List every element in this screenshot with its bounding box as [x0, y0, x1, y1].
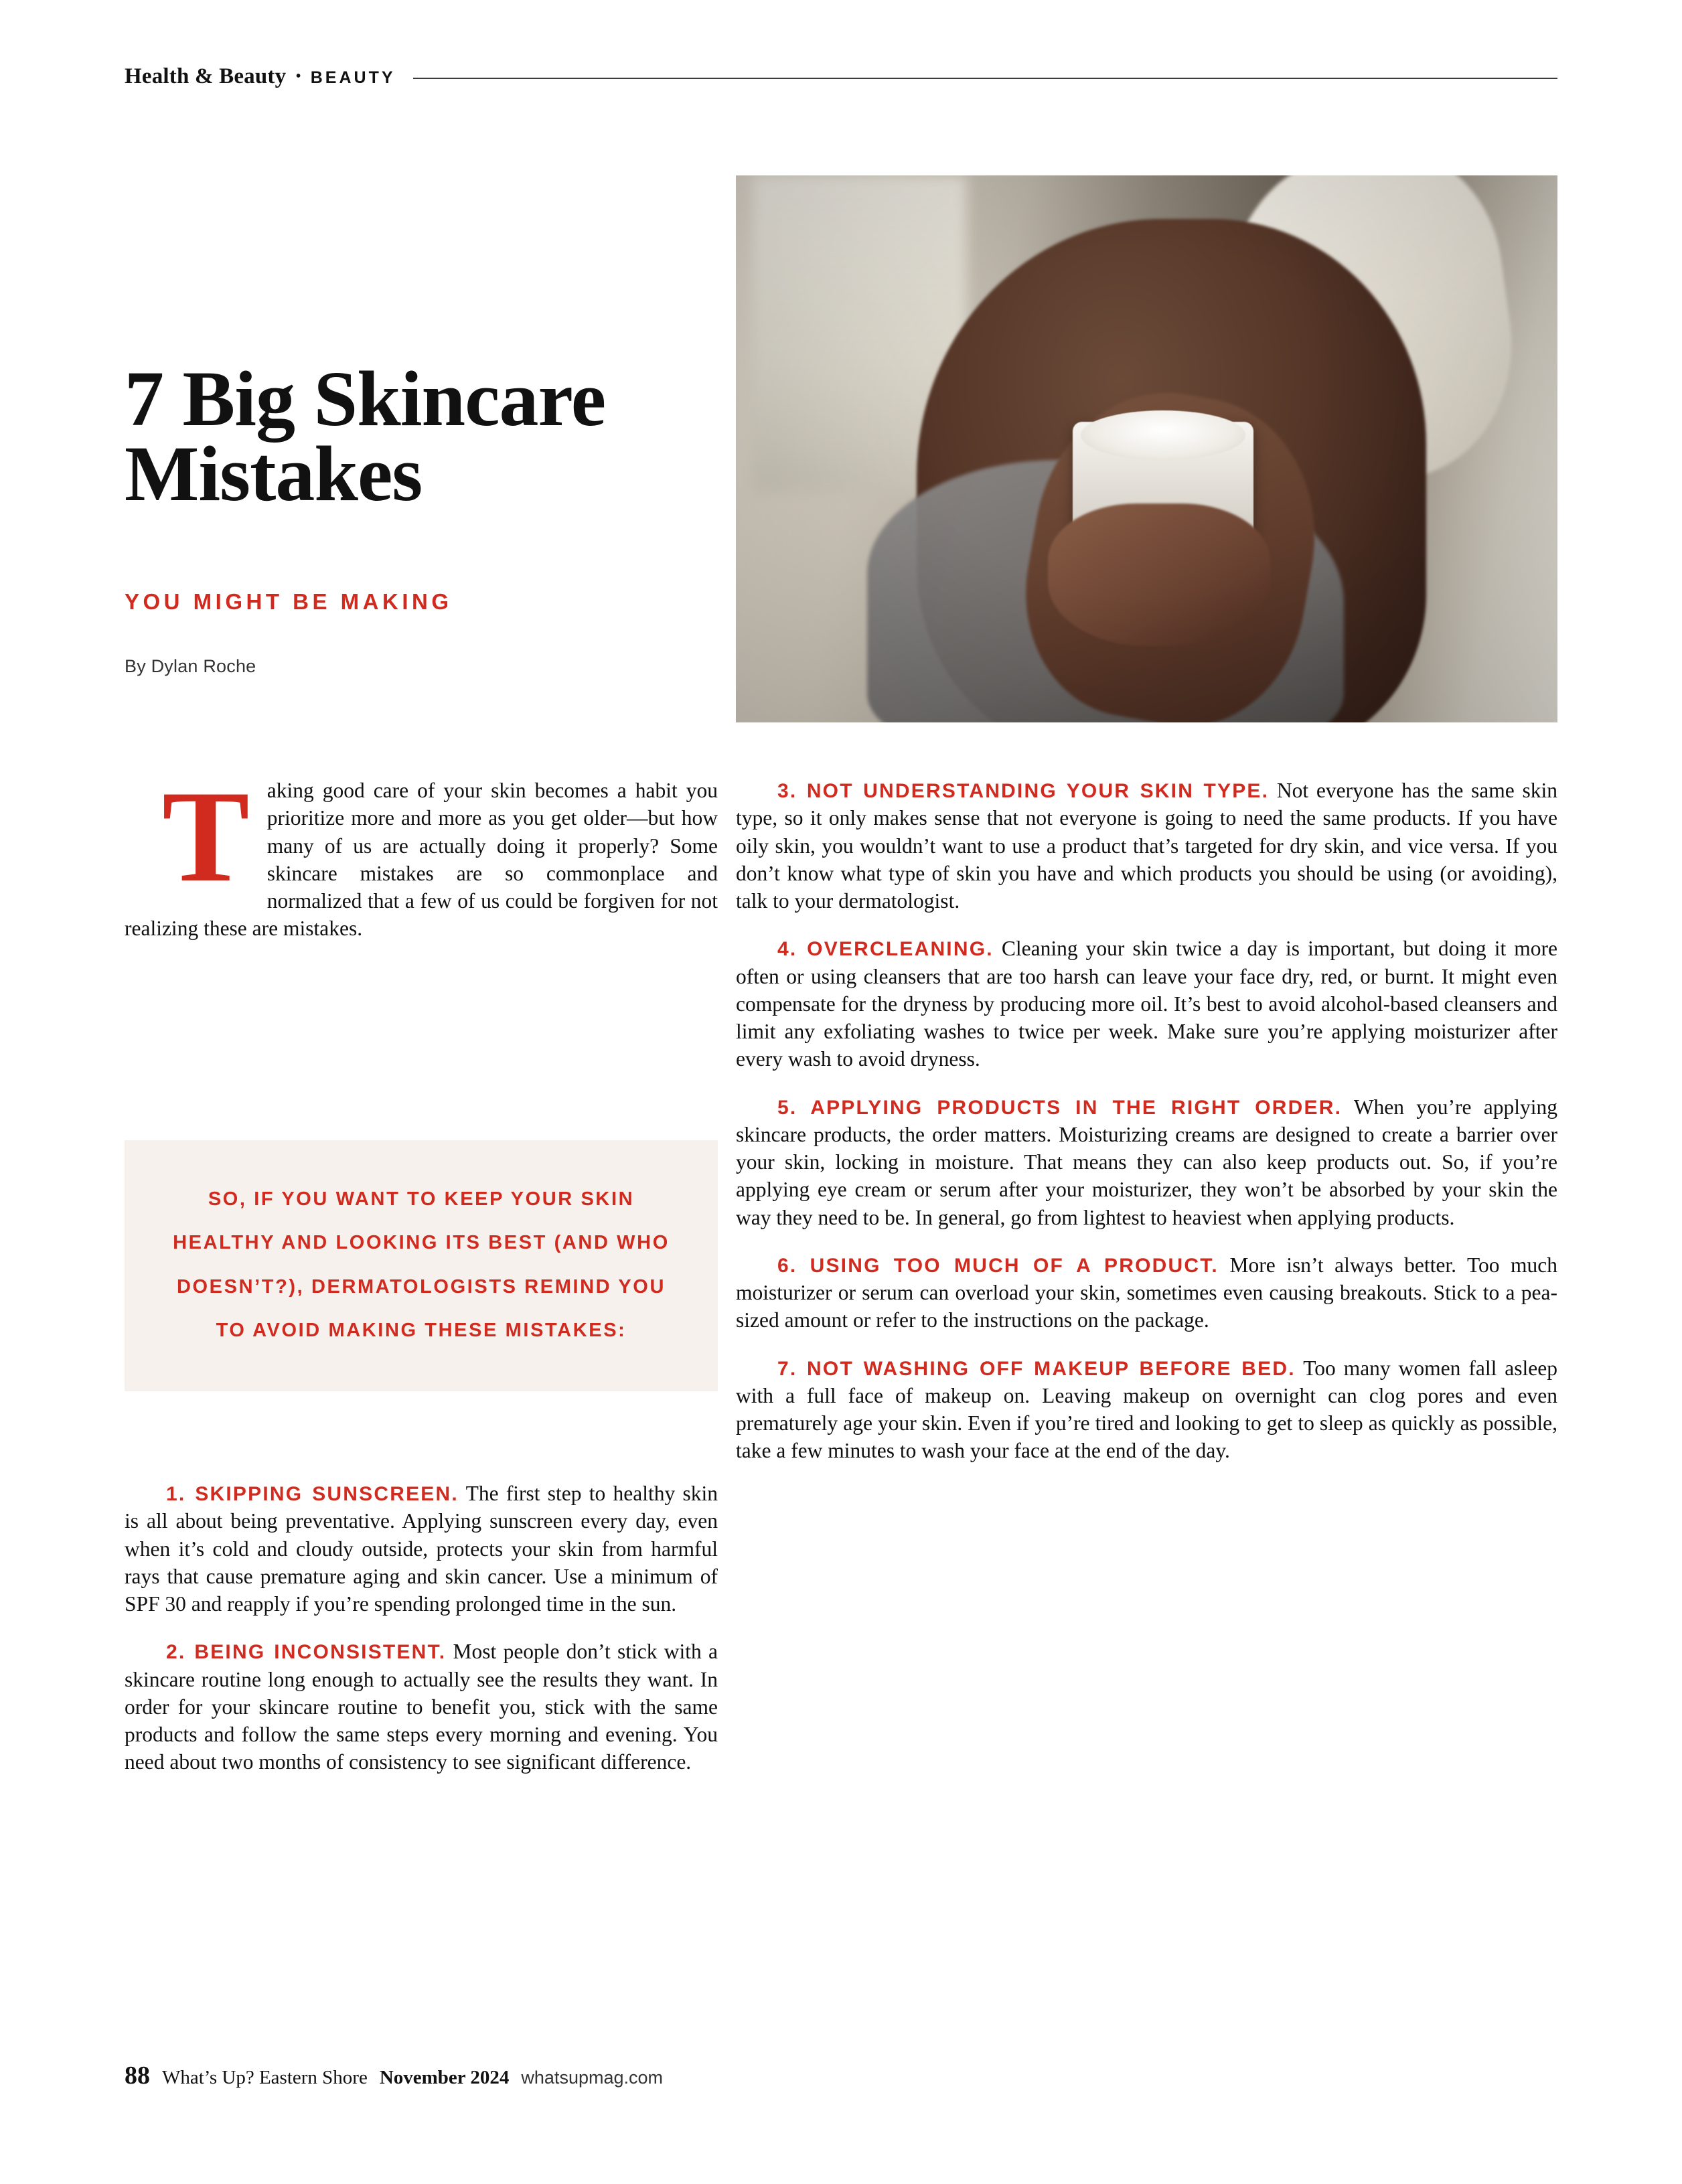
intro-text: aking good care of your skin becomes a habit you prioritize more and more as you get older—but how many of us are actually doing it properly? Some skincare mistakes are so commonplace and normalized that a few of us could be forgiven for not realizing these are mistakes.	[125, 779, 718, 941]
list-item	[736, 935, 1557, 1073]
article-subtitle: YOU MIGHT BE MAKING	[125, 589, 453, 615]
page-footer	[125, 2061, 663, 2090]
article-title-line-1: 7 Big Skincare	[125, 355, 606, 443]
photo-vignette	[736, 175, 1557, 722]
footer-issue: November 2024	[379, 2067, 510, 2088]
item-lead-2: 2. BEING INCONSISTENT.	[166, 1641, 447, 1664]
list-item	[125, 1638, 718, 1776]
article-title-line-2: Mistakes	[125, 430, 423, 518]
page-header	[125, 64, 1557, 89]
item-body-4: Cleaning your skin twice a day is important, but doing it more often or using cleansers that are too harsh can leave your face dry, red, or burnt. It might even compensate for the dryness by producing more oil. It’s best to avoid alcohol-based cleansers and limit any exfoliating washes to twice per week. Make sure you’re applying moisturizer after every wash to avoid dryness.	[736, 937, 1558, 1071]
item-lead-1: 1. SKIPPING SUNSCREEN.	[166, 1483, 459, 1505]
footer-website: whatsupmag.com	[521, 2068, 664, 2088]
list-item	[736, 1093, 1557, 1231]
page-title	[125, 355, 727, 518]
item-body-3: Not everyone has the same skin type, so it only makes sense that not everyone is going to need the same products. If you have oily skin, you wouldn’t want to use a product that’s targeted for dry skin, and vice versa. If you don’t know what type of skin you have and which products you should be using (or avoiding), talk to your dermatologist.	[736, 779, 1558, 913]
hero-photo	[736, 175, 1557, 722]
column-left	[125, 764, 718, 963]
hero-photo-inner	[736, 175, 1557, 722]
column-right	[736, 777, 1557, 1465]
list-item	[125, 1480, 718, 1618]
article-byline: By Dylan Roche	[125, 656, 256, 677]
drop-cap: T	[162, 764, 250, 909]
header-brand: Health & Beauty	[125, 64, 287, 88]
item-lead-5: 5. APPLYING PRODUCTS IN THE RIGHT ORDER.	[777, 1096, 1343, 1119]
item-body-1: The first step to healthy skin is all about being preventative. Applying sunscreen every day, even when it’s cold and cloudy outside, protects your skin from harmful rays that cause premature aging and skin cancer. Use a minimum of SPF 30 and reapply if you’re spending prolonged time in the sun.	[125, 1482, 718, 1616]
list-item	[736, 777, 1557, 915]
header-section: BEAUTY	[310, 68, 396, 87]
item-lead-6: 6. USING TOO MUCH OF A PRODUCT.	[777, 1254, 1219, 1277]
item-lead-7: 7. NOT WASHING OFF MAKEUP BEFORE BED.	[777, 1357, 1296, 1380]
pullquote-text: SO, IF YOU WANT TO KEEP YOUR SKIN HEALTHY AND LOOKING ITS BEST (AND WHO DOESN’T?), DERMATOLOGISTS REMIND YOU TO AVOID MAKING THESE MISTAKES:	[173, 1188, 670, 1341]
list-item	[736, 1251, 1557, 1334]
item-body-7: Too many women fall asleep with a full face of makeup on. Leaving makeup on overnight can clog pores and even prematurely age your skin. Even if you’re tired and looking to get to sleep as quickly as possible, take a few minutes to wash your face at the end of the day.	[736, 1356, 1557, 1463]
intro-paragraph	[125, 764, 718, 943]
item-lead-4: 4. OVERCLEANING.	[777, 938, 994, 961]
header-separator: •	[295, 68, 301, 85]
page-number: 88	[125, 2061, 150, 2090]
footer-magazine: What’s Up? Eastern Shore	[162, 2067, 368, 2088]
item-lead-3: 3. NOT UNDERSTANDING YOUR SKIN TYPE.	[777, 780, 1270, 802]
item-body-2: Most people don’t stick with a skincare routine long enough to actually see the results they want. In order for your skincare routine to benefit you, stick with the same products and follow the same steps every morning and evening. You need about two months of consistency to see significant difference.	[125, 1640, 718, 1774]
item-body-5: When you’re applying skincare products, the order matters. Moisturizing creams are designed to create a barrier over your skin, locking in moisture. That means they can also keep products out. So, if you’re applying eye cream or serum after your moisturizer, they won’t be absorbed by your skin the way they need to be. In general, go from lightest to heaviest when applying products.	[736, 1095, 1557, 1229]
header-divider	[413, 78, 1557, 79]
column-left-items	[125, 1480, 718, 1796]
list-item	[736, 1354, 1557, 1465]
item-body-6: More isn’t always better. Too much moisturizer or serum can overload your skin, sometimes even causing breakouts. Stick to a pea-sized amount or refer to the instructions on the package.	[736, 1253, 1557, 1332]
header-kicker	[125, 64, 396, 89]
title-block	[125, 355, 727, 677]
pullquote-box	[125, 1140, 718, 1391]
